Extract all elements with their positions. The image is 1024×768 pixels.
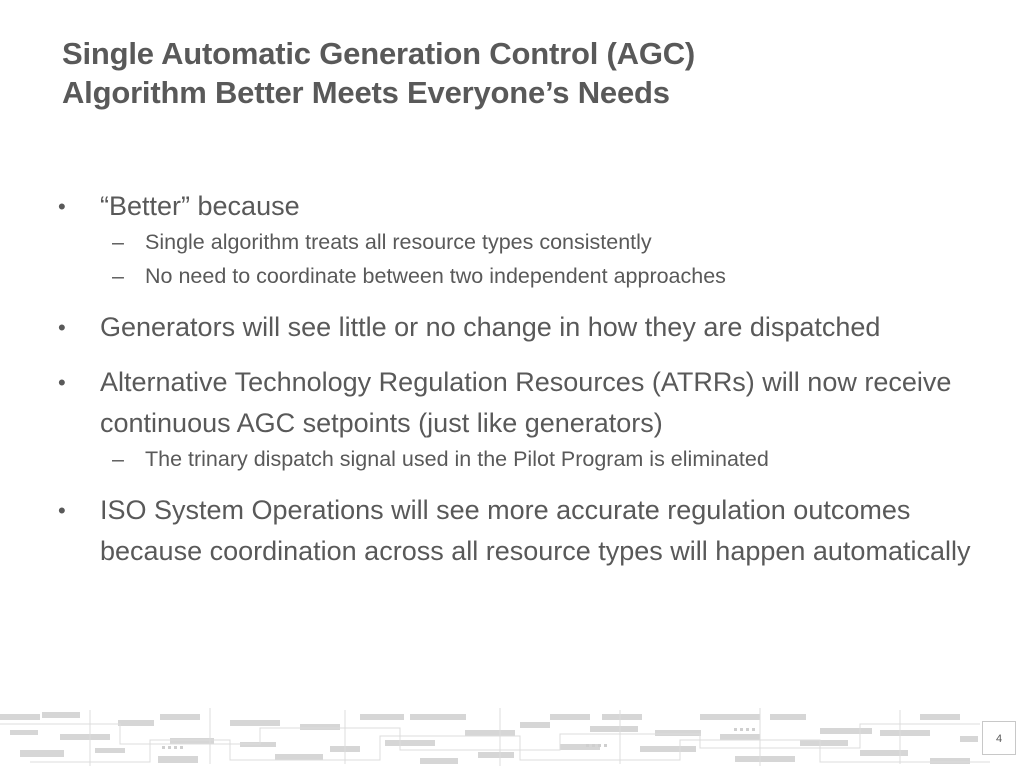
sub-bullet-item bbox=[100, 442, 978, 476]
slide-title bbox=[62, 34, 962, 112]
slide-title-line-1: Single Automatic Generation Control (AGC) bbox=[62, 36, 696, 71]
slide-title-line-2: Algorithm Better Meets Everyone’s Needs bbox=[62, 75, 670, 110]
bullet-item bbox=[58, 307, 978, 348]
sub-bullet-list bbox=[100, 442, 978, 476]
circuit-board-icon bbox=[0, 700, 1024, 768]
bullet-item bbox=[58, 186, 978, 293]
bullet-text: ISO System Operations will see more accurate regulation outcomes because coordination across all resource types will happen automatically bbox=[100, 495, 971, 566]
sub-bullet-item bbox=[100, 225, 978, 259]
sub-bullet-marker: – bbox=[112, 264, 124, 288]
sub-bullet-marker: – bbox=[112, 230, 124, 254]
bullet-text: Generators will see little or no change in how they are dispatched bbox=[100, 312, 881, 342]
bullet-item bbox=[58, 362, 978, 476]
bullet-marker: • bbox=[58, 498, 66, 523]
bullet-marker: • bbox=[58, 194, 66, 219]
sub-bullet-text: The trinary dispatch signal used in the Pilot Program is eliminated bbox=[145, 447, 769, 471]
bullet-item bbox=[58, 490, 978, 572]
bullet-marker: • bbox=[58, 315, 66, 340]
bullet-text: Alternative Technology Regulation Resources (ATRRs) will now receive continuous AGC setpoints (just like generators) bbox=[100, 367, 952, 438]
bullet-text: “Better” because bbox=[100, 191, 300, 221]
sub-bullet-text: No need to coordinate between two independent approaches bbox=[145, 264, 726, 288]
sub-bullet-text: Single algorithm treats all resource types consistently bbox=[145, 230, 652, 254]
sub-bullet-list bbox=[100, 225, 978, 293]
bullet-marker: • bbox=[58, 370, 66, 395]
sub-bullet-item bbox=[100, 259, 978, 293]
page-number: 4 bbox=[982, 721, 1016, 755]
bullet-list bbox=[58, 186, 978, 586]
sub-bullet-marker: – bbox=[112, 447, 124, 471]
